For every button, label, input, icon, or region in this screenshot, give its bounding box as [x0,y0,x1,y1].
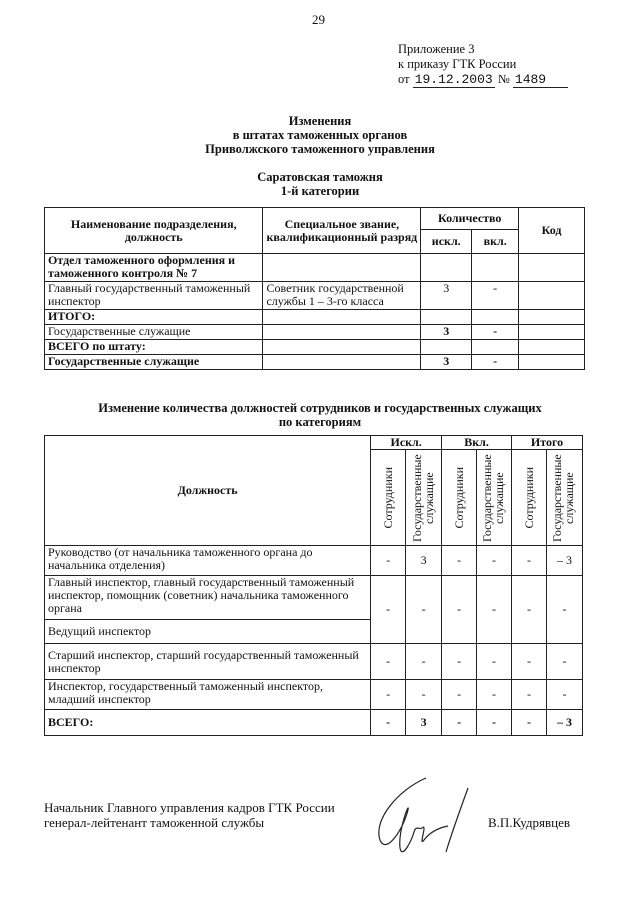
row-rank [263,355,421,370]
table-row [45,546,583,576]
cell-value: - [406,644,442,680]
customs-name: Саратовская таможня [257,170,383,184]
heading-line-3: Приволжского таможенного управления [205,142,435,156]
cell-value: - [477,680,512,710]
signatory-line-1: Начальник Главного управления кадров ГТК России [44,800,335,815]
row-name: Главный государственный таможенный инспектор [45,282,263,310]
row-incl: - [472,325,519,340]
row-position: Старший инспектор, старший государственный таможенный инспектор [45,644,371,680]
signatory-line-2: генерал-лейтенант таможенной службы [44,815,265,830]
header-name: Наименование подразделения, должность [45,208,263,254]
order-number: 1489 [513,72,568,88]
cell-value: – 3 [546,546,582,576]
cell-value: - [546,576,582,644]
cell-value: - [512,546,547,576]
table-row [45,644,583,680]
row-incl [472,340,519,355]
row-name: ИТОГО: [45,310,263,325]
header-total: Итого [512,436,583,450]
row-rank [263,254,421,282]
customs-category: 1-й категории [280,184,360,198]
table-row [45,282,585,310]
row-position: Главный инспектор, главный государственный таможенный инспектор, помощник (советник) начальника таможенного органа [45,576,371,620]
row-excl [421,310,472,325]
row-excl: 3 [421,325,472,340]
row-rank: Советник государственной службы 1 – 3-го класса [263,282,421,310]
table-row [45,325,585,340]
cell-value: 3 [406,710,442,736]
cell-value: - [477,576,512,644]
row-name: Государственные служащие [45,355,263,370]
row-position: Руководство (от начальника таможенного органа до начальника отделения) [45,546,371,576]
header-incl-civil-servants: Государственные служащие [480,453,507,542]
row-excl: 3 [421,355,472,370]
cell-value: - [406,576,442,644]
cell-value: - [406,680,442,710]
cell-value: - [512,576,547,644]
category-changes-table [44,435,583,736]
header-excl-employees: Сотрудники [381,466,396,529]
cell-value: - [442,576,477,644]
header-incl: вкл. [472,230,519,254]
cell-value: – 3 [546,710,582,736]
category-heading-line-2: по категориям [278,415,362,429]
cell-value: - [546,644,582,680]
cell-value: - [371,546,406,576]
page-number: 29 [312,12,325,27]
row-position: Ведущий инспектор [45,620,371,644]
cell-value: - [371,644,406,680]
cell-value: - [477,710,512,736]
cell-value: - [442,546,477,576]
header-rank: Специальное звание, квалификационный разряд [263,208,421,254]
table-row [45,340,585,355]
cell-value: 3 [406,546,442,576]
row-rank [263,340,421,355]
header-excl: Искл. [371,436,442,450]
header-incl: Вкл. [442,436,512,450]
table-row [45,710,583,736]
row-incl [472,254,519,282]
category-heading-line-1: Изменение количества должностей сотрудников и государственных служащих [98,401,542,415]
table-row [45,310,585,325]
row-code [519,340,585,355]
cell-value: - [371,576,406,644]
cell-value: - [546,680,582,710]
row-rank [263,325,421,340]
cell-value: - [442,644,477,680]
staff-changes-table [44,207,585,370]
row-code [519,355,585,370]
category-heading [0,401,640,429]
handwritten-signature-icon [368,770,478,865]
header-excl: искл. [421,230,472,254]
cell-value: - [371,710,406,736]
cell-value: - [442,710,477,736]
row-excl: 3 [421,282,472,310]
header-incl-employees: Сотрудники [452,466,467,529]
customs-heading [0,170,640,198]
heading-line-1: Изменения [288,114,352,128]
header-quantity: Количество [421,208,519,230]
annex-line-1: Приложение 3 [398,42,475,56]
heading-line-2: в штатах таможенных органов [232,128,408,142]
cell-value: - [512,710,547,736]
table-row [45,680,583,710]
number-sign: № [497,72,510,86]
cell-value: - [477,644,512,680]
row-incl: - [472,282,519,310]
annex-line-3 [398,72,568,87]
row-name: Государственные служащие [45,325,263,340]
row-code [519,254,585,282]
cell-value: - [442,680,477,710]
header-code: Код [519,208,585,254]
document-heading [0,114,640,156]
cell-value: - [512,644,547,680]
row-position: ВСЕГО: [45,710,371,736]
row-code [519,282,585,310]
annex-line-2: к приказу ГТК России [398,57,517,71]
annex-block [398,42,568,87]
row-rank [263,310,421,325]
row-excl [421,340,472,355]
row-code [519,310,585,325]
row-name: ВСЕГО по штату: [45,340,263,355]
cell-value: - [371,680,406,710]
signatory-name: В.П.Кудрявцев [488,815,571,830]
header-excl-civil-servants: Государственные служащие [409,453,436,542]
cell-value: - [477,546,512,576]
row-name: Отдел таможенного оформления и таможенного контроля № 7 [45,254,263,282]
annex-prefix: от [398,72,410,86]
row-code [519,325,585,340]
signatory-title [44,800,335,830]
table-row [45,576,583,620]
cell-value: - [512,680,547,710]
header-position: Должность [45,436,371,546]
row-incl: - [472,355,519,370]
header-total-employees: Сотрудники [522,466,536,529]
row-incl [472,310,519,325]
order-date: 19.12.2003 [414,72,493,87]
row-position: Инспектор, государственный таможенный инспектор, младший инспектор [45,680,371,710]
header-total-civil-servants: Государственные служащие [550,453,577,542]
table-row [45,355,585,370]
table-row [45,254,585,282]
row-excl [421,254,472,282]
